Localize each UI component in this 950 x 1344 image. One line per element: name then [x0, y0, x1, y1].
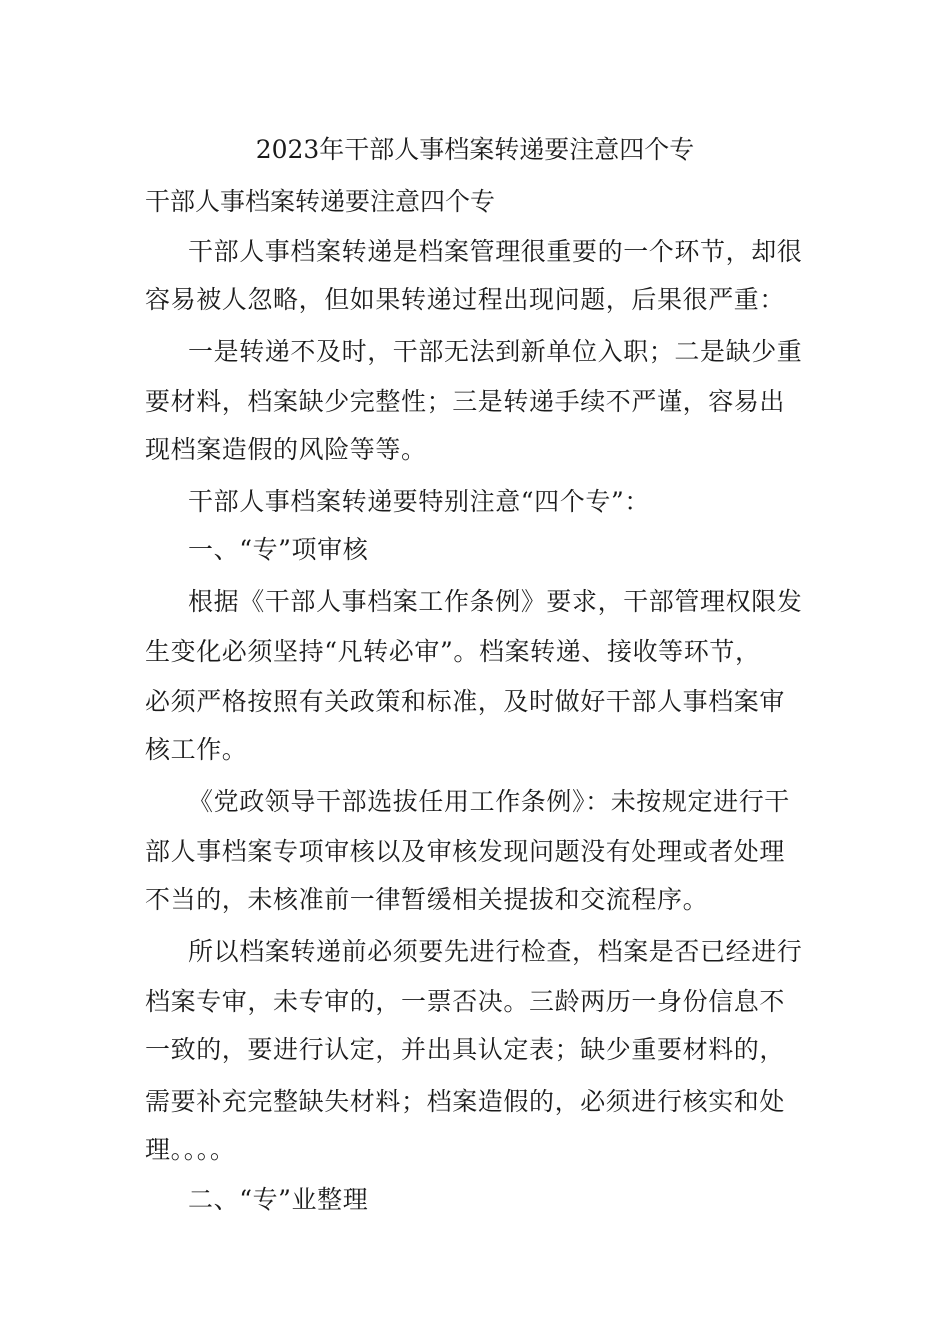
- paragraph-line: 《党政领导干部选拔任用工作条例》：未按规定进行干: [188, 787, 790, 816]
- paragraph-line: 必须严格按照有关政策和标准，及时做好干部人事档案审: [145, 687, 786, 716]
- paragraph-line: 理。。。。: [145, 1135, 236, 1164]
- paragraph-line: 要材料，档案缺少完整性；三是转递手续不严谨，容易出: [145, 387, 786, 416]
- section-heading: 一、“专”项审核: [188, 535, 369, 564]
- document-subtitle: 干部人事档案转递要注意四个专: [145, 187, 496, 216]
- paragraph-line: 生变化必须坚持“凡转必审”。档案转递、接收等环节，: [145, 637, 761, 666]
- paragraph-line: 需要补充完整缺失材料；档案造假的，必须进行核实和处: [145, 1087, 786, 1116]
- paragraph-line: 所以档案转递前必须要先进行检查，档案是否已经进行: [188, 937, 803, 966]
- section-heading: 二、“专”业整理: [188, 1185, 369, 1214]
- paragraph-line: 干部人事档案转递要特别注意“四个专”：: [188, 487, 650, 516]
- paragraph-line: 容易被人忽略，但如果转递过程出现问题，后果很严重：: [145, 285, 786, 314]
- paragraph-line: 不当的，未核准前一律暂缓相关提拔和交流程序。: [145, 885, 709, 914]
- paragraph-line: 一致的，要进行认定，并出具认定表；缺少重要材料的，: [145, 1035, 786, 1064]
- document-title: 2023年干部人事档案转递要注意四个专: [255, 135, 695, 164]
- paragraph-line: 档案专审，未专审的，一票否决。三龄两历一身份信息不: [145, 987, 786, 1016]
- paragraph-line: 部人事档案专项审核以及审核发现问题没有处理或者处理: [145, 837, 786, 866]
- paragraph-line: 干部人事档案转递是档案管理很重要的一个环节，却很: [188, 237, 803, 266]
- paragraph-line: 现档案造假的风险等等。: [145, 435, 427, 464]
- paragraph-line: 一是转递不及时，干部无法到新单位入职；二是缺少重: [188, 337, 803, 366]
- paragraph-line: 根据《干部人事档案工作条例》要求，干部管理权限发: [188, 587, 803, 616]
- paragraph-line: 核工作。: [145, 735, 248, 764]
